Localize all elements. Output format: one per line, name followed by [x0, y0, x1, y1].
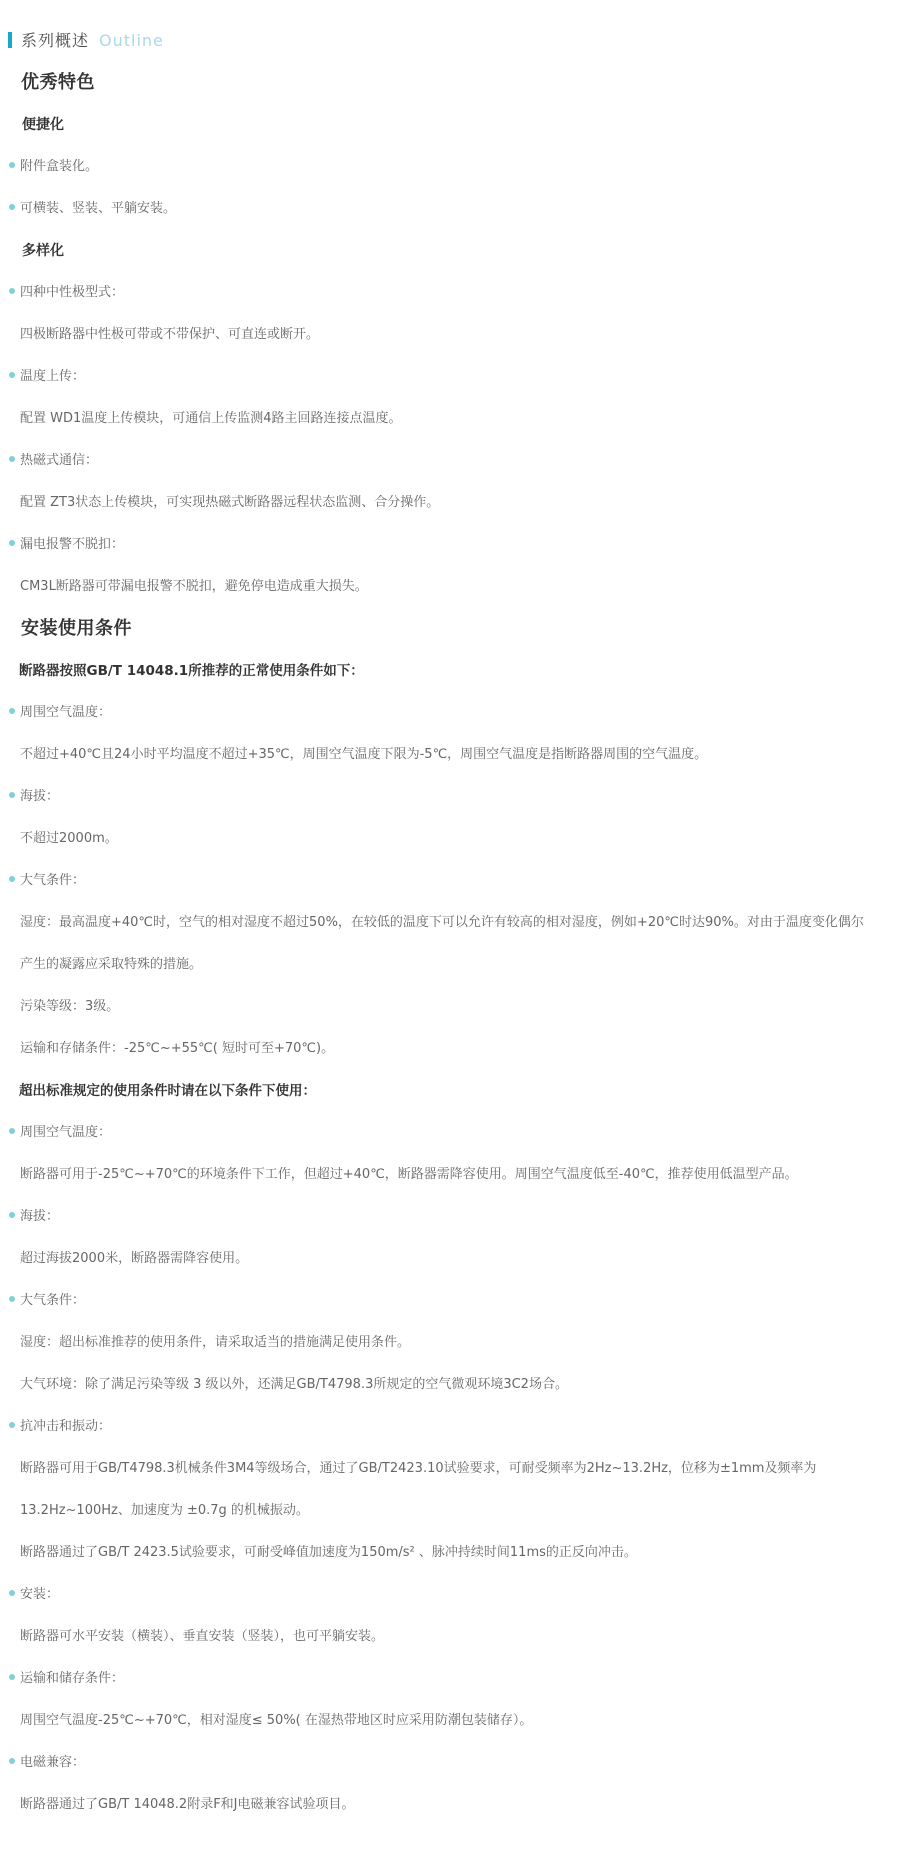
paragraph: 超过海拔2000米，断路器需降容使用。	[20, 1251, 249, 1266]
bullet-item	[8, 524, 876, 566]
bullet-item	[8, 1574, 876, 1616]
bullet-dot-icon	[9, 1212, 15, 1218]
bold-note: 断路器按照GB/T 14048.1所推荐的正常使用条件如下：	[19, 663, 364, 679]
bullet-text: 抗冲击和振动：	[20, 1419, 112, 1434]
bullet-item	[8, 692, 876, 734]
paragraph: 不超过2000m。	[20, 831, 118, 846]
heading-features: 优秀特色	[21, 72, 95, 93]
bullet-text: 海拔：	[20, 789, 60, 804]
bullet-dot-icon	[9, 708, 15, 714]
bullet-item	[8, 1742, 876, 1784]
heading-installation-conditions: 安装使用条件	[21, 618, 132, 639]
bullet-dot-icon	[9, 372, 15, 378]
subheading: 多样化	[22, 243, 64, 259]
bullet-dot-icon	[9, 1128, 15, 1134]
bullet-dot-icon	[9, 1590, 15, 1596]
subheading: 便捷化	[22, 117, 64, 133]
bullet-item	[8, 356, 876, 398]
bullet-text: 可横装、竖装、平躺安装。	[20, 201, 177, 216]
bullet-item	[8, 860, 876, 902]
bullet-dot-icon	[9, 1296, 15, 1302]
paragraph: 湿度：最高温度+40℃时，空气的相对湿度不超过50%，在较低的温度下可以允许有较高的相对湿度，例如+20℃时达90%。对由于温度变化偶尔产生的凝露应采取特殊的措施。	[20, 915, 864, 972]
bullet-text: 大气条件：	[20, 1293, 86, 1308]
paragraph: 运输和存储条件：-25℃~+55℃( 短时可至+70℃)。	[20, 1041, 335, 1056]
bullet-dot-icon	[9, 1758, 15, 1764]
section-header	[8, 20, 876, 62]
page-title-en: Outline	[99, 31, 164, 50]
bullet-text: 安装：	[20, 1587, 60, 1602]
bullet-dot-icon	[9, 288, 15, 294]
bullet-dot-icon	[9, 204, 15, 210]
paragraph: 配置 ZT3状态上传模块，可实现热磁式断路器远程状态监测、合分操作。	[20, 495, 440, 510]
bullet-dot-icon	[9, 1674, 15, 1680]
bullet-item	[8, 146, 876, 188]
bullet-text: 电磁兼容：	[20, 1755, 86, 1770]
bullet-text: 附件盒装化。	[20, 159, 99, 174]
bullet-item	[8, 1658, 876, 1700]
bullet-item	[8, 1280, 876, 1322]
bullet-text: 温度上传：	[20, 369, 86, 384]
bullet-item	[8, 272, 876, 314]
paragraph: 周围空气温度-25℃~+70℃，相对湿度≤ 50%( 在湿热带地区时应采用防潮包装储存）。	[20, 1713, 533, 1728]
paragraph: 大气环境：除了满足污染等级 3 级以外，还满足GB/T4798.3所规定的空气微观环境3C2场合。	[20, 1377, 568, 1392]
paragraph: 不超过+40℃且24小时平均温度不超过+35℃，周围空气温度下限为-5℃，周围空气温度是指断路器周围的空气温度。	[20, 747, 708, 762]
bullet-text: 海拔：	[20, 1209, 60, 1224]
paragraph: 湿度：超出标准推荐的使用条件，请采取适当的措施满足使用条件。	[20, 1335, 411, 1350]
paragraph: 断路器可用于GB/T4798.3机械条件3M4等级场合，通过了GB/T2423.10试验要求，可耐受频率为2Hz~13.2Hz，位移为±1mm及频率为13.2Hz~100Hz、加速度为 ±0.7g 的机械振动。	[20, 1461, 817, 1518]
bullet-item	[8, 1196, 876, 1238]
paragraph: 四极断路器中性极可带或不带保护、可直连或断开。	[20, 327, 320, 342]
bullet-item	[8, 188, 876, 230]
bullet-item	[8, 776, 876, 818]
page-title: 系列概述	[21, 31, 90, 50]
bold-note: 超出标准规定的使用条件时请在以下条件下使用：	[19, 1083, 316, 1099]
accent-bar-icon	[8, 32, 12, 48]
bullet-text: 运输和储存条件：	[20, 1671, 125, 1686]
bullet-text: 周围空气温度：	[20, 1125, 112, 1140]
bullet-text: 热磁式通信：	[20, 453, 99, 468]
bullet-text: 大气条件：	[20, 873, 86, 888]
paragraph: 断路器通过了GB/T 2423.5试验要求，可耐受峰值加速度为150m/s² 、脉冲持续时间11ms的正反向冲击。	[20, 1545, 637, 1560]
bullet-text: 周围空气温度：	[20, 705, 112, 720]
bullet-dot-icon	[9, 876, 15, 882]
bullet-text: 漏电报警不脱扣：	[20, 537, 125, 552]
bullet-item	[8, 1406, 876, 1448]
bullet-dot-icon	[9, 1422, 15, 1428]
paragraph: 断路器可用于-25℃~+70℃的环境条件下工作，但超过+40℃，断路器需降容使用。周围空气温度低至-40℃，推荐使用低温型产品。	[20, 1167, 798, 1182]
paragraph: 断路器通过了GB/T 14048.2附录F和J电磁兼容试验项目。	[20, 1797, 355, 1812]
bullet-dot-icon	[9, 540, 15, 546]
paragraph: 断路器可水平安装（横装）、垂直安装（竖装），也可平躺安装。	[20, 1629, 385, 1644]
bullet-item	[8, 1112, 876, 1154]
paragraph: CM3L断路器可带漏电报警不脱扣，避免停电造成重大损失。	[20, 579, 368, 594]
bullet-dot-icon	[9, 792, 15, 798]
bullet-dot-icon	[9, 162, 15, 168]
bullet-item	[8, 440, 876, 482]
bullet-dot-icon	[9, 456, 15, 462]
paragraph: 污染等级：3级。	[20, 999, 120, 1014]
bullet-text: 四种中性极型式：	[20, 285, 125, 300]
paragraph: 配置 WD1温度上传模块，可通信上传监测4路主回路连接点温度。	[20, 411, 402, 426]
